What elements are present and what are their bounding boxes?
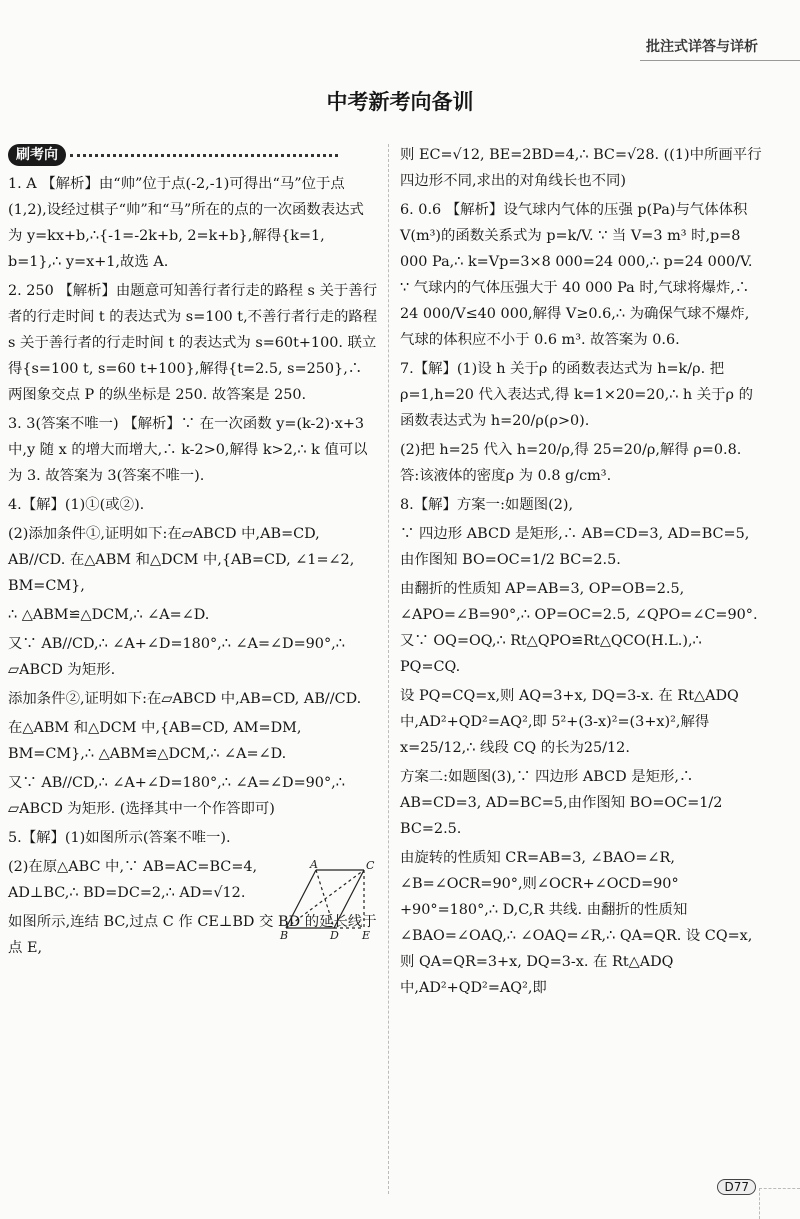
left-para: ∴ △ABM≌△DCM,∴ ∠A=∠D.	[8, 607, 210, 623]
right-para: 由翻折的性质知 AP=AB=3, OP=OB=2.5, ∠APO=∠B=90°,∴ OP=OC=2.5, ∠QPO=∠C=90°. 又∵ OQ=OQ,∴ Rt△QPO≌Rt△QCO(H.L.),∴ PQ=CQ.	[400, 581, 758, 675]
running-header: 批注式详答与详析	[646, 39, 758, 55]
point-label-d: D	[330, 929, 339, 940]
left-column	[8, 142, 378, 964]
parallelogram-figure	[278, 860, 378, 940]
dotted-rule	[70, 154, 338, 157]
left-para: 5.【解】(1)如图所示(答案不唯一).	[8, 830, 231, 846]
left-para: 添加条件②,证明如下:在▱ABCD 中,AB=CD, AB//CD.	[8, 691, 362, 707]
header-rule	[640, 60, 800, 61]
point-label-a: A	[310, 860, 318, 871]
point-label-c: C	[366, 860, 375, 872]
right-para: (2)把 h=25 代入 h=20/ρ,得 25=20/ρ,解得 ρ=0.8. 答:该液体的密度ρ 为 0.8 g/cm³.	[400, 442, 742, 484]
right-para: 8.【解】方案一:如题图(2),	[400, 497, 574, 513]
page-number: D77	[717, 1179, 756, 1195]
right-para: 6. 0.6 【解析】设气球内气体的压强 p(Pa)与气体体积 V(m³)的函数关系式为 p=k/V. ∵ 当 V=3 m³ 时,p=8 000 Pa,∴ k=Vp=3×8 000=24 000,∴ p=24 000/V. ∵ 气球内的气体压强大于 40 000 Pa 时,气球将爆炸,∴ 24 000/V≤40 000,解得 V≥0.6,∴ 为确保气球不爆炸,气球的体积应不小于 0.6 m³. 故答案为 0.6.	[400, 202, 753, 348]
left-para: 2. 250 【解析】由题意可知善行者行走的路程 s 关于善行者的行走时间 t 的表达式为 s=100 t,不善行者行走的路程 s 关于善行者的行走时间 t 的表达式为 s=60t+100. 联立得{s=100 t, s=60 t+100},解得{t=2.5, s=250},∴ 两图象交点 P 的纵坐标是 250. 故答案是 250.	[8, 283, 378, 403]
left-para: 如图所示,连结 BC,过点 C 作 CE⊥BD 交 BD 的延长线于点 E,	[8, 914, 377, 956]
left-para: 3. 3(答案不唯一) 【解析】∵ 在一次函数 y=(k-2)·x+3 中,y 随 x 的增大而增大,∴ k-2>0,解得 k>2,∴ k 值可以为 3. 故答案为 3(答案不唯一).	[8, 416, 368, 484]
left-para: (2)在原△ABC 中,∵ AB=AC=BC=4, AD⊥BC,∴ BD=DC=2,∴ AD=√12.	[8, 859, 258, 901]
point-label-b: B	[280, 929, 289, 940]
right-column	[400, 142, 762, 1004]
right-para: ∵ 四边形 ABCD 是矩形,∴ AB=CD=3, AD=BC=5,由作图知 BO=OC=1/2 BC=2.5.	[400, 526, 750, 568]
left-para: 又∵ AB//CD,∴ ∠A+∠D=180°,∴ ∠A=∠D=90°,∴ ▱ABCD 为矩形.	[8, 636, 345, 678]
left-para: 在△ABM 和△DCM 中,{AB=CD, AM=DM, BM=CM},∴ △ABM≌△DCM,∴ ∠A=∠D.	[8, 720, 302, 762]
page-corner	[759, 1188, 800, 1219]
column-divider	[388, 144, 389, 1194]
page-title: 中考新考向备训	[326, 90, 474, 114]
left-para: 又∵ AB//CD,∴ ∠A+∠D=180°,∴ ∠A=∠D=90°,∴ ▱ABCD 为矩形. (选择其中一个作答即可)	[8, 775, 345, 817]
right-para: 则 EC=√12, BE=2BD=4,∴ BC=√28. ((1)中所画平行四边形不同,求出的对角线长也不同)	[400, 147, 762, 189]
right-para: 设 PQ=CQ=x,则 AQ=3+x, DQ=3-x. 在 Rt△ADQ 中,AD²+QD²=AQ²,即 5²+(3-x)²=(3+x)²,解得 x=25/12,∴ 线段 CQ 的长为25/12.	[400, 688, 739, 756]
section-heading	[8, 142, 378, 168]
right-para: 由旋转的性质知 CR=AB=3, ∠BAO=∠R, ∠B=∠OCR=90°,则∠OCR+∠OCD=90°+90°=180°,∴ D,C,R 共线. 由翻折的性质知∠BAO=∠OAQ,∴ ∠OAQ=∠R,∴ QA=QR. 设 CQ=x,则 QA=QR=3+x, DQ=3-x. 在 Rt△ADQ 中,AD²+QD²=AQ²,即	[400, 850, 753, 996]
point-label-e: E	[362, 929, 371, 940]
left-para: 1. A 【解析】由“帅”位于点(-2,-1)可得出“马”位于点(1,2),设经过棋子“帅”和“马”所在的点的一次函数表达式为 y=kx+b,∴{-1=-2k+b, 2=k+b},解得{k=1, b=1},∴ y=x+1,故选 A.	[8, 176, 364, 270]
left-para: 4.【解】(1)①(或②).	[8, 497, 145, 513]
section-tag: 刷考向	[8, 144, 66, 166]
right-para: 方案二:如题图(3),∵ 四边形 ABCD 是矩形,∴ AB=CD=3, AD=BC=5,由作图知 BO=OC=1/2 BC=2.5.	[400, 769, 723, 837]
right-para: 7.【解】(1)设 h 关于ρ 的函数表达式为 h=k/ρ. 把 ρ=1,h=20 代入表达式,得 k=1×20=20,∴ h 关于ρ 的函数表达式为 h=20/ρ(ρ>0).	[400, 361, 753, 429]
left-para: (2)添加条件①,证明如下:在▱ABCD 中,AB=CD, AB//CD. 在△ABM 和△DCM 中,{AB=CD, ∠1=∠2, BM=CM},	[8, 526, 355, 594]
